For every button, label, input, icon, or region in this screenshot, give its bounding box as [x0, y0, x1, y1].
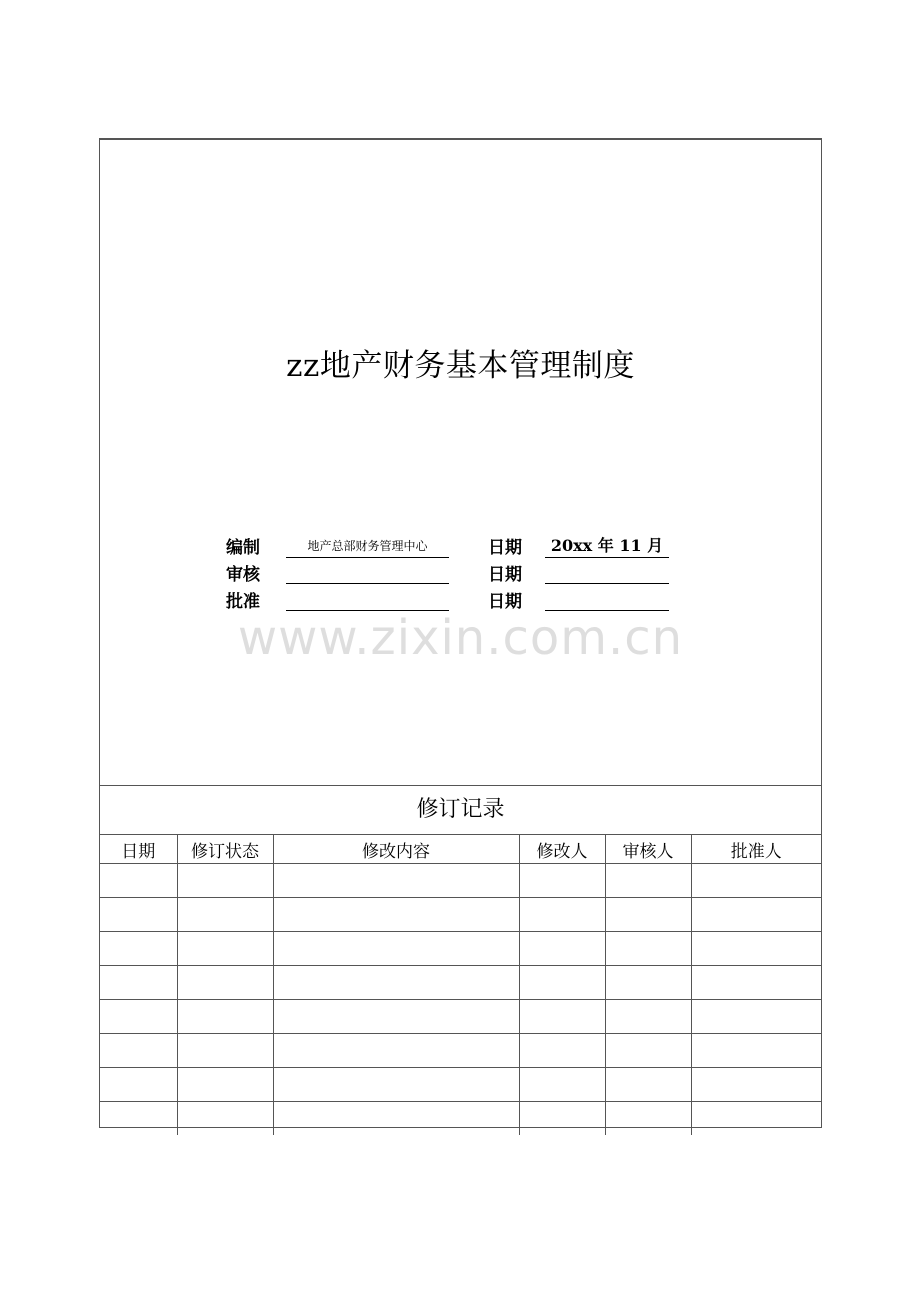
signoff-value-review [286, 560, 449, 584]
revision-header-row [100, 835, 821, 864]
table-cell [177, 966, 273, 1000]
table-cell [273, 966, 519, 1000]
table-cell [519, 1102, 605, 1136]
table-cell [691, 1102, 821, 1136]
watermark: www.zixin.com.cn [237, 610, 684, 666]
table-cell [100, 864, 177, 898]
table-cell [177, 1068, 273, 1102]
document-title: zz地产财务基本管理制度 [286, 348, 635, 384]
table-row [100, 864, 821, 898]
table-row [100, 1034, 821, 1068]
signoff-label-compile: 编制 [226, 538, 260, 558]
table-cell [605, 1034, 691, 1068]
table-row [100, 1102, 821, 1136]
document-frame [99, 138, 822, 1128]
signoff-value-approve [286, 587, 449, 611]
table-cell [691, 864, 821, 898]
table-cell [519, 864, 605, 898]
table-cell [177, 864, 273, 898]
revision-body [100, 864, 821, 1136]
col-header-date: 日期 [100, 835, 177, 864]
table-cell [100, 1034, 177, 1068]
table-cell [519, 932, 605, 966]
table-cell [605, 932, 691, 966]
table-cell [273, 1068, 519, 1102]
table-cell [100, 898, 177, 932]
col-header-reviewer: 审核人 [605, 835, 691, 864]
table-row [100, 1000, 821, 1034]
col-header-status: 修订状态 [177, 835, 273, 864]
table-cell [519, 898, 605, 932]
table-cell [177, 1000, 273, 1034]
table-cell [273, 1034, 519, 1068]
table-cell [605, 898, 691, 932]
table-cell [605, 864, 691, 898]
table-cell [691, 966, 821, 1000]
revision-table [100, 834, 821, 1135]
table-cell [177, 898, 273, 932]
signoff-label-review: 审核 [226, 565, 260, 585]
signoff-date-value-1: 20xx 年 11 月 [545, 534, 669, 558]
table-cell [519, 1068, 605, 1102]
table-cell [177, 1102, 273, 1136]
table-cell [100, 966, 177, 1000]
table-row [100, 898, 821, 932]
signoff-date-value-2 [545, 560, 669, 584]
signoff-date-value-3 [545, 587, 669, 611]
table-cell [519, 1034, 605, 1068]
table-cell [100, 1068, 177, 1102]
table-cell [691, 1034, 821, 1068]
table-cell [177, 1034, 273, 1068]
revision-title: 修订记录 [100, 785, 821, 834]
table-cell [605, 1000, 691, 1034]
table-cell [100, 932, 177, 966]
col-header-content: 修改内容 [273, 835, 519, 864]
table-cell [273, 898, 519, 932]
table-cell [177, 932, 273, 966]
table-cell [691, 932, 821, 966]
table-cell [519, 966, 605, 1000]
revision-record [100, 785, 821, 1135]
table-cell [519, 1000, 605, 1034]
table-cell [691, 898, 821, 932]
signoff-value-compile: 地产总部财务管理中心 [286, 534, 449, 558]
table-cell [691, 1000, 821, 1034]
col-header-modifier: 修改人 [519, 835, 605, 864]
table-cell [273, 932, 519, 966]
table-row [100, 966, 821, 1000]
table-cell [100, 1102, 177, 1136]
table-cell [691, 1068, 821, 1102]
col-header-approver: 批准人 [691, 835, 821, 864]
table-cell [605, 1102, 691, 1136]
table-cell [605, 1068, 691, 1102]
table-row [100, 1068, 821, 1102]
table-cell [273, 864, 519, 898]
table-cell [100, 1000, 177, 1034]
table-cell [273, 1102, 519, 1136]
signoff-date-label-1: 日期 [488, 538, 522, 558]
signoff-label-approve: 批准 [226, 592, 260, 612]
table-row [100, 932, 821, 966]
table-cell [605, 966, 691, 1000]
signoff-date-label-3: 日期 [488, 592, 522, 612]
signoff-date-label-2: 日期 [488, 565, 522, 585]
table-cell [273, 1000, 519, 1034]
